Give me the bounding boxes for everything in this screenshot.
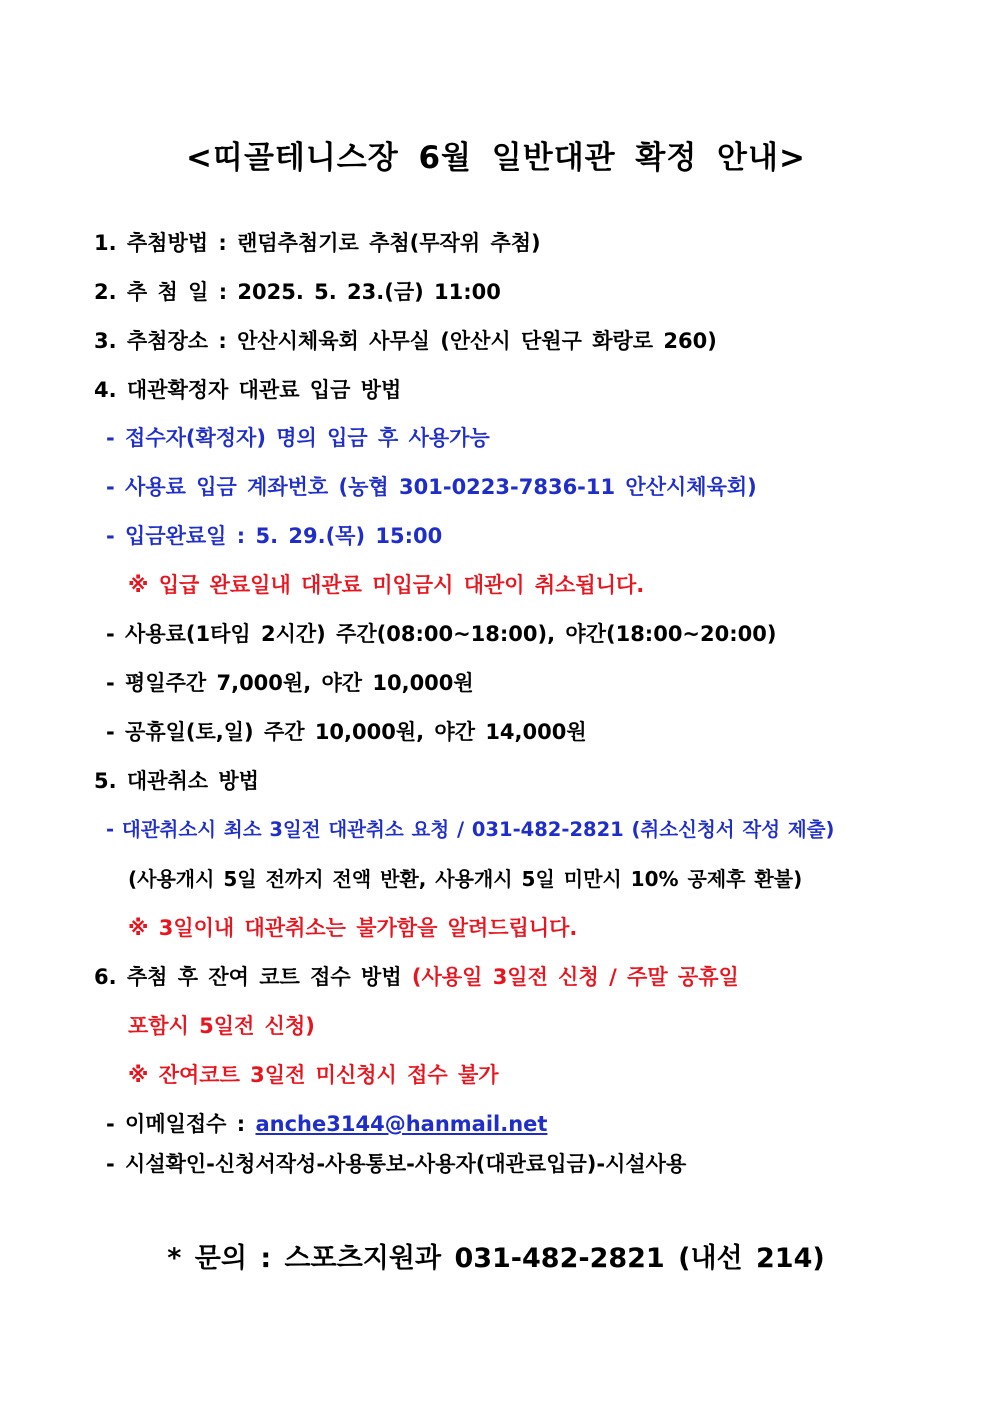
item-remaining-note: ※ 잔여코트 3일전 미신청시 접수 불가 [128,1063,499,1087]
item-payment-note: ※ 입급 완료일내 대관료 미입금시 대관이 취소됩니다. [128,573,645,597]
item-fee-2: - 평일주간 7,000원, 야간 10,000원 [106,671,474,695]
item-cancel-note: ※ 3일이내 대관취소는 불가함을 알려드립니다. [128,916,578,940]
remaining-heading-red: (사용일 3일전 신청 / 주말 공휴일 [411,965,739,989]
item-payment-1: - 접수자(확정자) 명의 입금 후 사용가능 [106,426,490,450]
item-cancel-1: - 대관취소시 최소 3일전 대관취소 요청 / 031-482-2821 (취소신청서 작성 제출) [106,818,835,841]
item-payment-2: - 사용료 입금 계좌번호 (농협 301-0223-7836-11 안산시체육회) [106,475,757,499]
item-fee-3: - 공휴일(토,일) 주간 10,000원, 야간 14,000원 [106,720,587,744]
contact-footer: * 문의 : 스포츠지원과 031-482-2821 (내선 214) [167,1243,825,1274]
item-payment-heading: 4. 대관확정자 대관료 입금 방법 [94,378,402,402]
item-cancel-2: (사용개시 5일 전까지 전액 반환, 사용개시 5일 미만시 10% 공제후 환불) [128,867,803,891]
item-fee-1: - 사용료(1타임 2시간) 주간(08:00~18:00), 야간(18:00~20:00) [106,622,777,646]
item-method: 1. 추첨방법 : 랜덤추첨기로 추첨(무작위 추첨) [94,231,541,255]
item-place: 3. 추첨장소 : 안산시체육회 사무실 (안산시 단원구 화랑로 260) [94,329,717,353]
item-date: 2. 추 첨 일 : 2025. 5. 23.(금) 11:00 [94,280,501,304]
item-email [106,1109,547,1139]
email-link[interactable]: anche3144@hanmail.net [255,1112,548,1136]
remaining-heading-text: 6. 추첨 후 잔여 코트 접수 방법 [94,965,402,989]
page-title: <띠골테니스장 6월 일반대관 확정 안내> [186,140,806,176]
item-process: - 시설확인-신청서작성-사용통보-사용자(대관료입금)-시설사용 [106,1152,687,1176]
item-remaining-heading-2: 포함시 5일전 신청) [128,1014,315,1038]
item-cancel-heading: 5. 대관취소 방법 [94,769,259,793]
email-label: - 이메일접수 : [106,1112,246,1136]
item-payment-3: - 입금완료일 : 5. 29.(목) 15:00 [106,524,443,548]
item-remaining-heading [94,962,739,992]
